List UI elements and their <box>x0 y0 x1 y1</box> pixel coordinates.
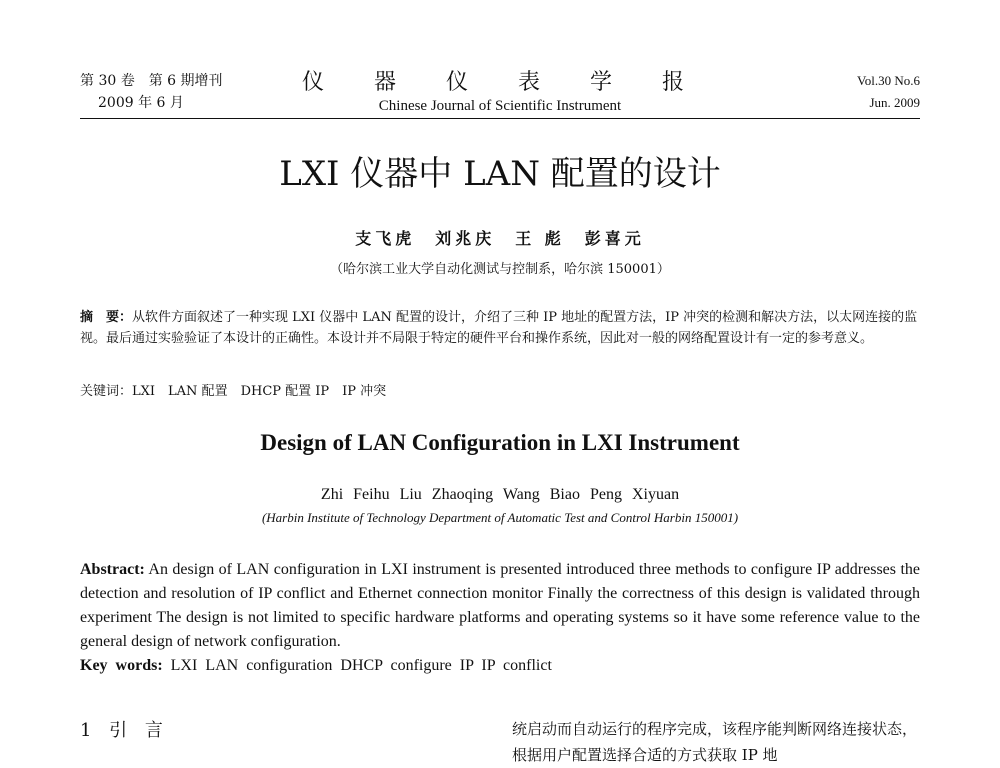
authors-en: Zhi Feihu Liu Zhaoqing Wang Biao Peng Xiyuan <box>320 486 680 503</box>
volume-cn: 第 30 卷 第 6 期增刊 <box>80 73 223 89</box>
column-2-text: 统启动而自动运行的程序完成，该程序能判断网络连接状态，根据用户配置选择合适的方式获取 IP 地 <box>512 720 918 764</box>
keywords-cn <box>80 381 920 402</box>
header-center <box>80 70 920 116</box>
paper-title-en: Design of LAN Configuration in LXI Instrument <box>260 430 740 455</box>
volume-en: Vol.30 No.6 <box>857 73 920 88</box>
keywords-cn-label: 关键词： <box>80 384 133 399</box>
abstract-en-label: Abstract: <box>80 561 145 578</box>
date-en: Jun. 2009 <box>869 95 920 110</box>
header-rule <box>80 118 920 119</box>
abstract-cn-text: 从软件方面叙述了一种实现 LXI 仪器中 LAN 配置的设计，介绍了三种 IP 地址的配置方法，IP 冲突的检测和解决方法，以太网连接的监视。最后通过实验验证了本设计的正确性。本设计并不局限于特定的硬件平台和操作系统，因此对一般的网络配置设计有一定的参考意义。 <box>80 310 918 346</box>
running-header <box>80 70 920 116</box>
abstract-en <box>80 558 920 654</box>
authors-cn: 支飞虎 刘兆庆 王 彪 彭喜元 <box>355 229 645 248</box>
abstract-cn-label: 摘 要： <box>80 310 133 325</box>
keywords-cn-text: LXI LAN 配置 DHCP 配置 IP IP 冲突 <box>132 384 387 399</box>
date-cn: 2009 年 6 月 <box>98 95 184 111</box>
section-heading-introduction: 1 引 言 <box>80 720 169 741</box>
keywords-en-label: Key words: <box>80 657 163 674</box>
header-right <box>857 70 920 114</box>
paper-title-cn: LXI 仪器中 LAN 配置的设计 <box>279 154 721 194</box>
keywords-en <box>80 654 920 678</box>
abstract-en-text: An design of LAN configuration in LXI instrument is presented introduced three methods to configure IP addresses the detection and resolution of IP conflict and Ethernet connection monitor Finally the correctness of this design is validated through experiment The design is not limited to specific hardware platforms and operating systems so it have some reference value to the general design of network configuration. <box>80 561 920 650</box>
journal-name-cn: 仪 器 仪 表 学 报 <box>301 70 698 95</box>
affiliation-cn: （哈尔滨工业大学自动化测试与控制系，哈尔滨 150001） <box>330 262 670 277</box>
abstract-cn <box>80 307 920 349</box>
keywords-en-text: LXI LAN configuration DHCP configure IP IP conflict <box>162 657 552 674</box>
journal-name-en: Chinese Journal of Scientific Instrument <box>378 98 622 114</box>
affiliation-en: (Harbin Institute of Technology Department of Automatic Test and Control Harbin 150001) <box>261 510 739 525</box>
